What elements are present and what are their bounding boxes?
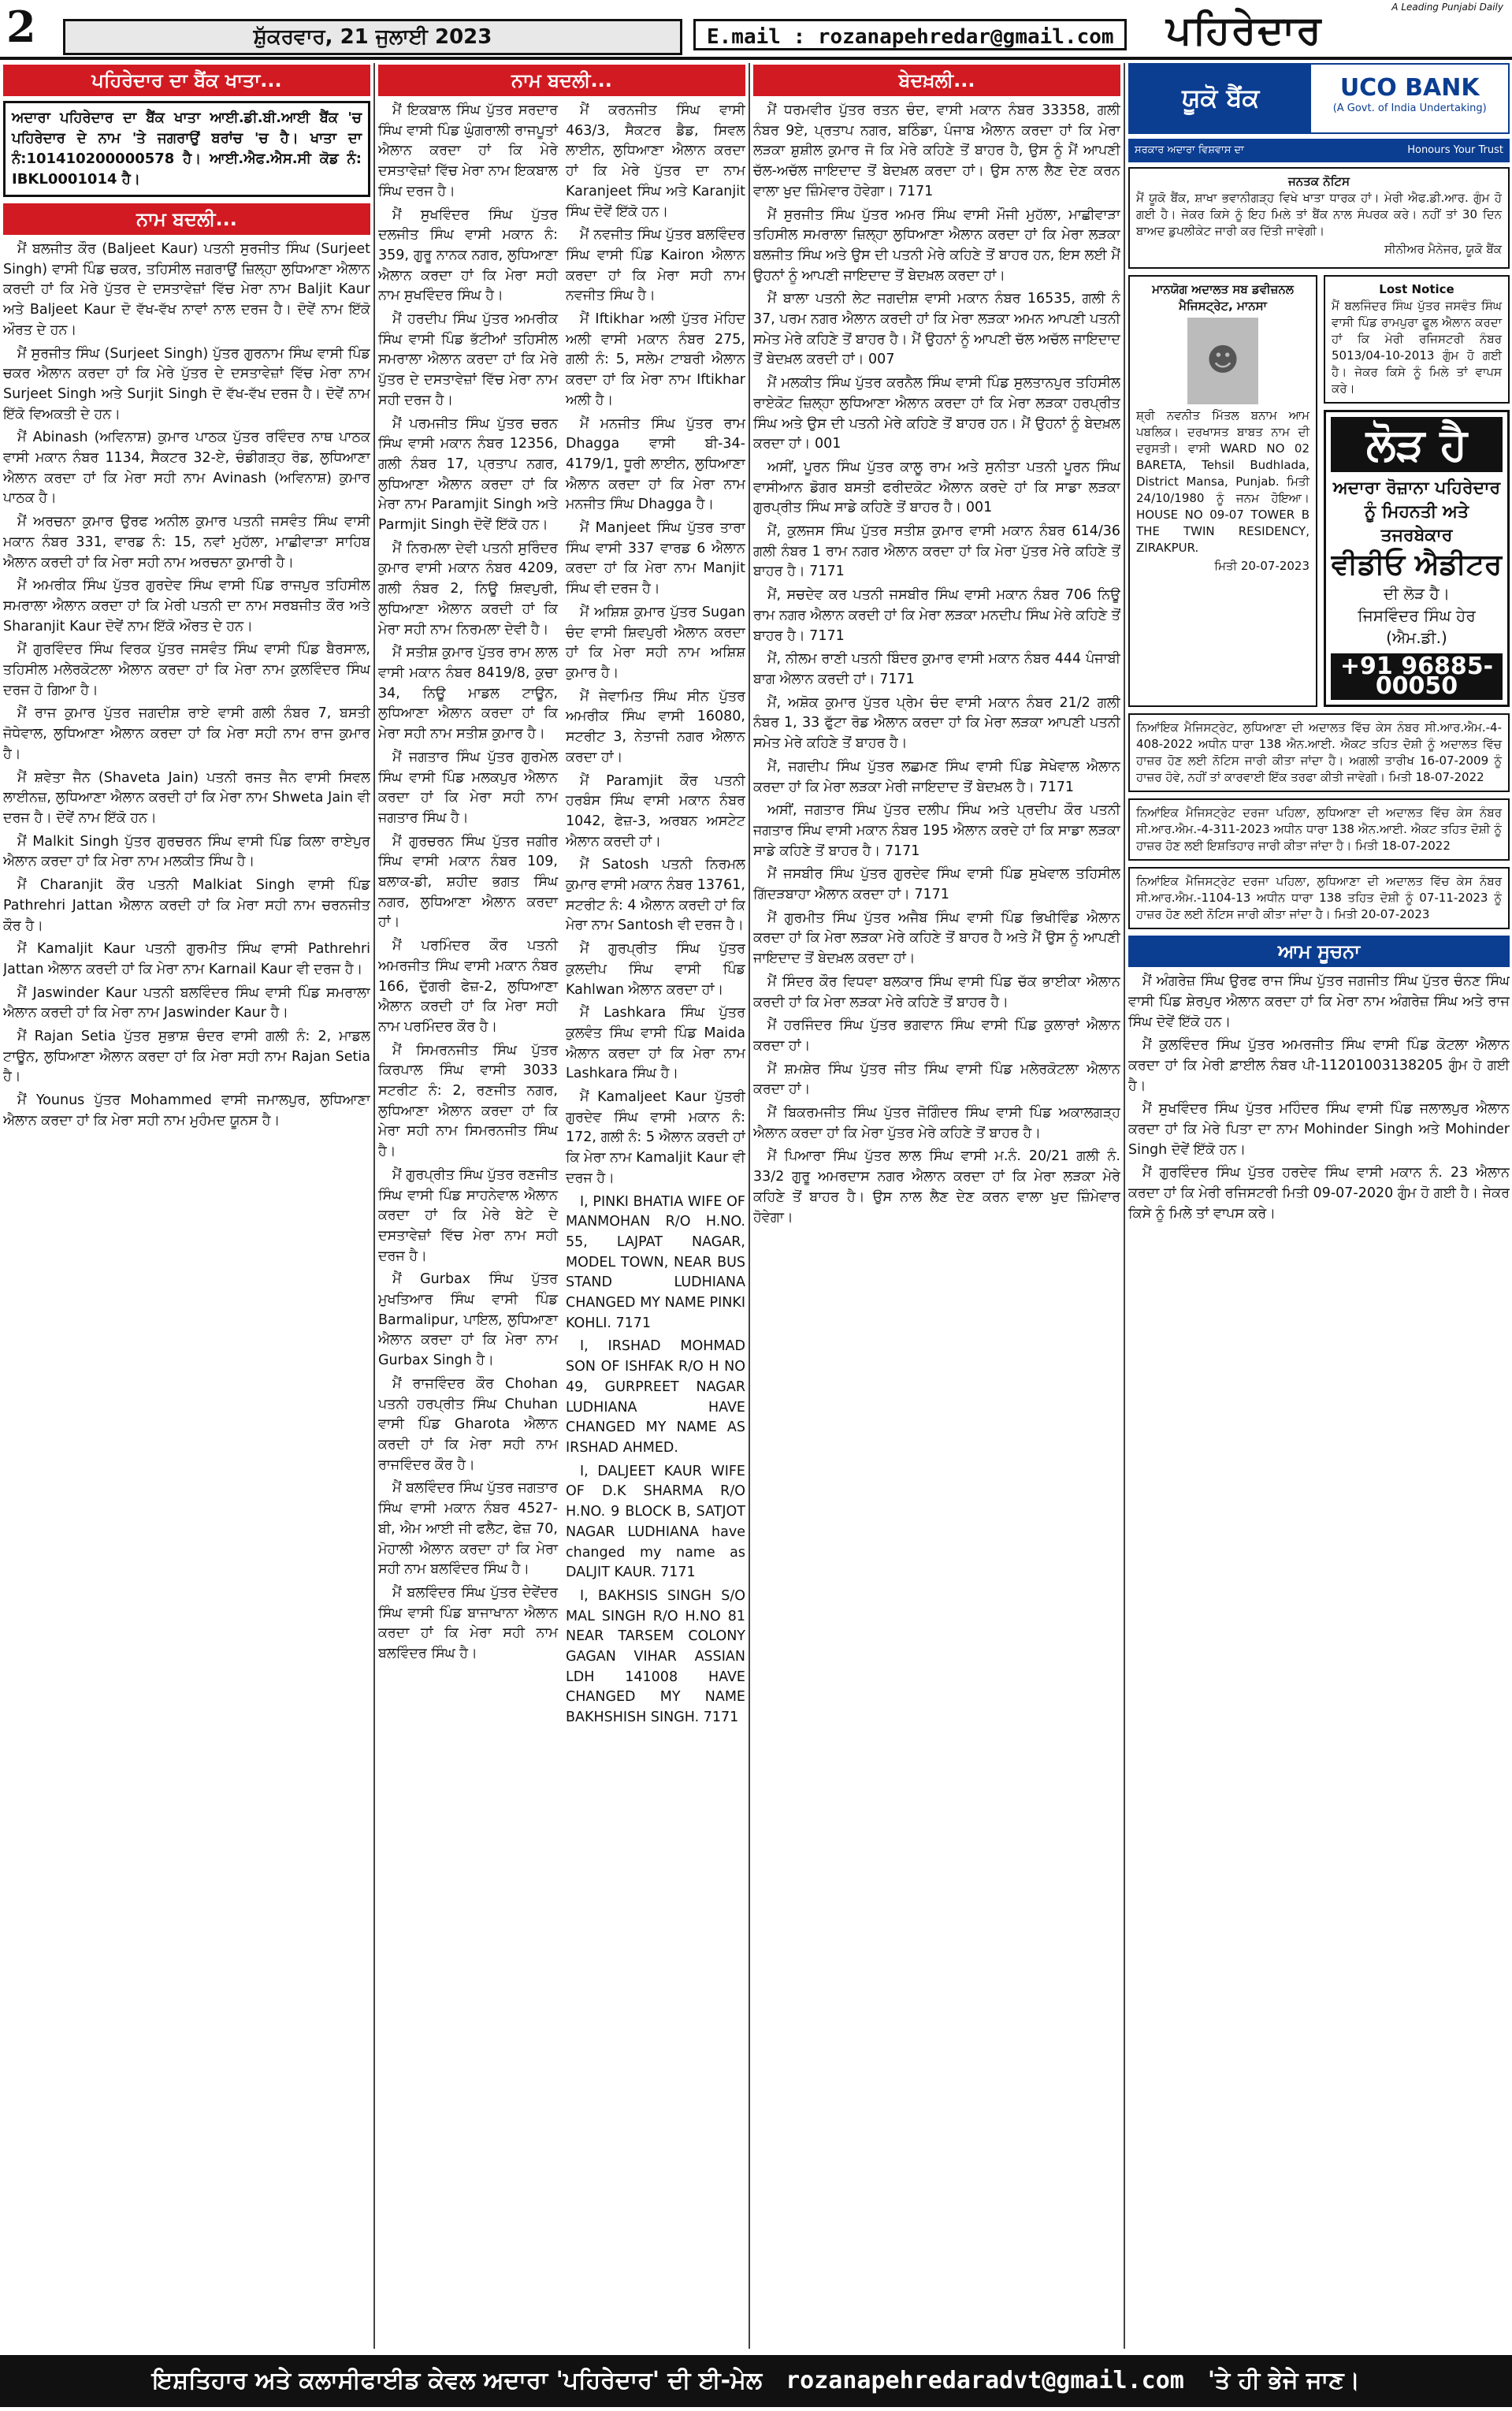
job-ad-title: ਲੋੜ ਹੈ	[1331, 417, 1503, 472]
public-notice: ਮੈਂ ਗੁਰਵਿੰਦਰ ਸਿੰਘ ਪੁੱਤਰ ਹਰਦੇਵ ਸਿੰਘ ਵਾਸੀ ਮਕਾਨ ਨੰ. 23 ਐਲਾਨ ਕਰਦਾ ਹਾਂ ਕਿ ਮੇਰੀ ਰਜਿਸਟਰੀ ਮਿਤੀ 09-07-2020 ਗੁੰਮ ਹੋ ਗਈ ਹੈ। ਜੇਕਰ ਕਿਸੇ ਨੂੰ ਮਿਲੇ ਤਾਂ ਵਾਪਸ ਕਰੇ।	[1128, 1165, 1510, 1222]
name-change-notice: ਮੈਂ Abinash (ਅਵਿਨਾਸ਼) ਕੁਮਾਰ ਪਾਠਕ ਪੁੱਤਰ ਰਵਿੰਦਰ ਨਾਥ ਪਾਠਕ ਵਾਸੀ ਮਕਾਨ ਨੰਬਰ 1134, ਸੈਕਟਰ 32-ਏ, ਚੰਡੀਗੜ੍ਹ ਰੋਡ, ਲੁਧਿਆਣਾ ਐਲਾਨ ਕਰਦਾ ਹਾਂ ਕਿ ਮੇਰਾ ਸਹੀ ਨਾਮ Avinash (ਅਵਿਨਾਸ਼) ਕੁਮਾਰ ਪਾਠਕ ਹੈ।	[3, 430, 370, 507]
footer-suffix: 'ਤੇ ਹੀ ਭੇਜੇ ਜਾਣ।	[1207, 2367, 1360, 2394]
name-change-notice: ਮੈਂ ਗੁਰਚਰਨ ਸਿੰਘ ਪੁੱਤਰ ਜਗੀਰ ਸਿੰਘ ਵਾਸੀ ਮਕਾਨ ਨੰਬਰ 109, ਬਲਾਕ-ਡੀ, ਸ਼ਹੀਦ ਭਗਤ ਸਿੰਘ ਨਗਰ, ਲੁਧਿਆਣਾ ਐਲਾਨ ਕਰਦਾ ਹਾਂ।	[378, 833, 558, 931]
name-change-notice: ਮੈਂ Iftikhar ਅਲੀ ਪੁੱਤਰ ਮੋਹਿਦ ਅਲੀ ਵਾਸੀ ਮਕਾਨ ਨੰਬਰ 275, ਗਲੀ ਨੰ: 5, ਸਲੇਮ ਟਾਬਰੀ ਐਲਾਨ ਕਰਦਾ ਹਾਂ ਕਿ ਮੇਰਾ ਨਾਮ Iftikhar ਅਲੀ ਹੈ।	[566, 311, 745, 408]
disinheritance-notice: ਮੈਂ ਪਿਆਰਾ ਸਿੰਘ ਪੁੱਤਰ ਲਾਲ ਸਿੰਘ ਵਾਸੀ ਮ.ਨੰ. 20/21 ਗਲੀ ਨੰ. 33/2 ਗੁਰੂ ਅਮਰਦਾਸ ਨਗਰ ਐਲਾਨ ਕਰਦਾ ਹਾਂ ਕਿ ਮੇਰਾ ਲੜਕਾ ਮੇਰੇ ਕਹਿਣੇ ਤੋਂ ਬਾਹਰ ਹੈ। ਉਸ ਨਾਲ ਲੈਣ ਦੇਣ ਕਰਨ ਵਾਲਾ ਖੁਦ ਜ਼ਿੰਮੇਵਾਰ ਹੋਵੇਗਾ।	[753, 1148, 1120, 1226]
english-name-change-notice: I, IRSHAD MOHMAD SON OF ISHFAK R/O H NO 49, GURPREET NAGAR LUDHIANA HAVE CHANGED MY NAME AS IRSHAD AHMED.	[566, 1338, 745, 1456]
name-change-notice: ਮੈਂ ਬਲਵਿੰਦਰ ਸਿੰਘ ਪੁੱਤਰ ਦੇਵੇਂਦਰ ਸਿੰਘ ਵਾਸੀ ਪਿੰਡ ਬਾਜਾਖਾਨਾ ਐਲਾਨ ਕਰਦਾ ਹਾਂ ਕਿ ਮੇਰਾ ਸਹੀ ਨਾਮ ਬਲਵਿੰਦਰ ਸਿੰਘ ਹੈ।	[378, 1584, 558, 1662]
column-1	[3, 63, 370, 2349]
uco-notice-sign: ਸੀਨੀਅਰ ਮੈਨੇਜਰ, ਯੂਕੋ ਬੈਂਕ	[1384, 241, 1502, 256]
name-change-notice: ਮੈਂ ਬਲਵਿੰਦਰ ਸਿੰਘ ਪੁੱਤਰ ਜਗਤਾਰ ਸਿੰਘ ਵਾਸੀ ਮਕਾਨ ਨੰਬਰ 4527-ਬੀ, ਐਮ ਆਈ ਜੀ ਫਲੈਟ, ਫੇਜ਼ 70, ਮੋਹਾਲੀ ਐਲਾਨ ਕਰਦਾ ਹਾਂ ਕਿ ਮੇਰਾ ਸਹੀ ਨਾਮ ਬਲਵਿੰਦਰ ਸਿੰਘ ਹੈ।	[378, 1480, 558, 1578]
column-divider	[1124, 63, 1125, 2349]
public-notice: ਮੈਂ ਕੁਲਵਿੰਦਰ ਸਿੰਘ ਪੁੱਤਰ ਅਮਰਜੀਤ ਸਿੰਘ ਵਾਸੀ ਪਿੰਡ ਕੋਟਲਾ ਐਲਾਨ ਕਰਦਾ ਹਾਂ ਕਿ ਮੇਰੀ ਫ਼ਾਈਲ ਨੰਬਰ ਪੀ-11201003138205 ਗੁੰਮ ਹੋ ਗਈ ਹੈ।	[1128, 1037, 1510, 1094]
disinheritance-notice: ਮੈਂ ਮਲਕੀਤ ਸਿੰਘ ਪੁੱਤਰ ਕਰਨੈਲ ਸਿੰਘ ਵਾਸੀ ਪਿੰਡ ਸੁਲਤਾਨਪੁਰ ਤਹਿਸੀਲ ਰਾਏਕੋਟ ਜ਼ਿਲ੍ਹਾ ਲੁਧਿਆਣਾ ਐਲਾਨ ਕਰਦਾ ਹਾਂ ਕਿ ਮੇਰਾ ਲੜਕਾ ਹਰਪ੍ਰੀਤ ਸਿੰਘ ਅਤੇ ਉਸ ਦੀ ਪਤਨੀ ਮੇਰੇ ਕਹਿਣੇ ਤੋਂ ਬਾਹਰ ਹਨ। ਮੈਂ ਉਹਨਾਂ ਨੂੰ ਬੇਦਖ਼ਲ ਕਰਦਾ ਹਾਂ। 001	[753, 375, 1120, 452]
name-change-notice: ਮੈਂ Kamaljit Kaur ਪਤਨੀ ਗੁਰਮੀਤ ਸਿੰਘ ਵਾਸੀ Pathrehri Jattan ਐਲਾਨ ਕਰਦੀ ਹਾਂ ਕਿ ਮੇਰਾ ਨਾਮ Karnail Kaur ਵੀ ਦਰਜ ਹੈ।	[3, 941, 370, 977]
footer-email[interactable]: rozanapehredaradvt@gmail.com	[786, 2367, 1184, 2394]
disinheritance-notice: ਮੈਂ, ਕੁਲਜਸ ਸਿੰਘ ਪੁੱਤਰ ਸਤੀਸ਼ ਕੁਮਾਰ ਵਾਸੀ ਮਕਾਨ ਨੰਬਰ 614/36 ਗਲੀ ਨੰਬਰ 1 ਰਾਮ ਨਗਰ ਐਲਾਨ ਕਰਦਾ ਹਾਂ ਕਿ ਮੇਰਾ ਪੁੱਤਰ ਮੇਰੇ ਕਹਿਣੇ ਤੋਂ ਬਾਹਰ ਹੈ। 7171	[753, 523, 1120, 580]
court-notice	[1128, 275, 1317, 707]
disinheritance-notice: ਮੈਂ ਜਸਬੀਰ ਸਿੰਘ ਪੁੱਤਰ ਗੁਰਦੇਵ ਸਿੰਘ ਵਾਸੀ ਪਿੰਡ ਸੁਖੇਵਾਲ ਤਹਿਸੀਲ ਗਿੱਦੜਬਾਹਾ ਐਲਾਨ ਕਰਦਾ ਹਾਂ। 7171	[753, 866, 1120, 903]
name-change-notice: ਮੈਂ ਮਨਜੀਤ ਸਿੰਘ ਪੁੱਤਰ ਰਾਮ Dhagga ਵਾਸੀ ਬੀ-34-4179/1, ਧੂਰੀ ਲਾਈਨ, ਲੁਧਿਆਣਾ ਐਲਾਨ ਕਰਦਾ ਹਾਂ ਕਿ ਮੇਰਾ ਨਾਮ ਮਨਜੀਤ ਸਿੰਘ Dhagga ਹੈ।	[566, 415, 745, 513]
court-proclamation: ਨਿਆਂਇਕ ਮੈਜਿਸਟ੍ਰੇਟ ਦਰਜਾ ਪਹਿਲਾ, ਲੁਧਿਆਣਾ ਦੀ ਅਦਾਲਤ ਵਿੱਚ ਕੇਸ ਨੰਬਰ ਸੀ.ਆਰ.ਐਮ.-4-311-2023 ਅਧੀਨ ਧਾਰਾ 138 ਐਨ.ਆਈ. ਐਕਟ ਤਹਿਤ ਦੋਸ਼ੀ ਨੂੰ ਹਾਜ਼ਰ ਹੋਣ ਲਈ ਇਸ਼ਤਿਹਾਰ ਜਾਰੀ ਕੀਤਾ ਜਾਂਦਾ ਹੈ। ਮਿਤੀ 18-07-2022	[1128, 798, 1510, 861]
court-notice-text: ਸ਼੍ਰੀ ਨਵਨੀਤ ਮਿੱਤਲ ਬਨਾਮ ਆਮ ਪਬਲਿਕ। ਦਰਖਾਸਤ ਬਾਬਤ ਨਾਮ ਦੀ ਦਰੁਸਤੀ। ਵਾਸੀ WARD NO 02 BARETA, Tehsil Budhlada, District Mansa, Punjab. ਮਿਤੀ 24/10/1980 ਨੂੰ ਜਨਮ ਹੋਇਆ। HOUSE NO 09-07 TOWER B THE TWIN RESIDENCY, ZIRAKPUR.	[1136, 407, 1310, 555]
bank-account-text: ਅਦਾਰਾ ਪਹਿਰੇਦਾਰ ਦਾ ਬੈਂਕ ਖਾਤਾ ਆਈ.ਡੀ.ਬੀ.ਆਈ ਬੈਂਕ 'ਚ ਪਹਿਰੇਦਾਰ ਦੇ ਨਾਮ 'ਤੇ ਜਗਰਾਉਂ ਬਰਾਂਚ 'ਚ ਹੈ। ਖਾਤਾ ਦਾ ਨੰ:101410200000578 ਹੈ। ਆਈ.ਐਫ.ਐਸ.ਸੀ ਕੋਡ ਨੰ: IBKL0001014 ਹੈ।	[3, 101, 370, 197]
job-ad-contact: ਜਿਸਵਿੰਦਰ ਸਿੰਘ ਹੇਰ (ਐਮ.ਡੀ.)	[1358, 605, 1476, 647]
uco-bank-name: UCO BANK	[1339, 74, 1480, 102]
public-notice-list	[1128, 972, 1510, 1224]
name-change-heading: ਨਾਮ ਬਦਲੀ...	[3, 203, 370, 235]
person-photo: ☻	[1187, 318, 1258, 404]
job-ad-line1: ਅਦਾਰਾ ਰੋਜ਼ਾਨਾ ਪਹਿਰੇਦਾਰ ਨੂੰ ਮਿਹਨਤੀ ਅਤੇ ਤਜਰਬੇਕਾਰ	[1332, 478, 1501, 545]
name-change-notice: ਮੈਂ Lashkara ਸਿੰਘ ਪੁੱਤਰ ਕੁਲਵੰਤ ਸਿੰਘ ਵਾਸੀ ਪਿੰਡ Maida ਐਲਾਨ ਕਰਦਾ ਹਾਂ ਕਿ ਮੇਰਾ ਨਾਮ Lashkara ਸਿੰਘ ਹੈ।	[566, 1005, 745, 1082]
disinheritance-notice: ਮੈਂ, ਸਚਦੇਵ ਕਰ ਪਤਨੀ ਜਸਬੀਰ ਸਿੰਘ ਵਾਸੀ ਮਕਾਨ ਨੰਬਰ 706 ਨਿਊ ਰਾਮ ਨਗਰ ਐਲਾਨ ਕਰਦੀ ਹਾਂ ਕਿ ਮੇਰਾ ਲੜਕਾ ਮਨਦੀਪ ਸਿੰਘ ਮੇਰੇ ਕਹਿਣੇ ਤੋਂ ਬਾਹਰ ਹੈ। 7171	[753, 587, 1120, 644]
bank-account-heading: ਪਹਿਰੇਦਾਰ ਦਾ ਬੈਂਕ ਖਾਤਾ...	[3, 65, 370, 96]
name-change-notice: ਮੈਂ ਸੁਖਵਿੰਦਰ ਸਿੰਘ ਪੁੱਤਰ ਦਲਜੀਤ ਸਿੰਘ ਵਾਸੀ ਮਕਾਨ ਨੰ: 359, ਗੁਰੂ ਨਾਨਕ ਨਗਰ, ਲੁਧਿਆਣਾ ਐਲਾਨ ਕਰਦਾ ਹਾਂ ਕਿ ਮੇਰਾ ਸਹੀ ਨਾਮ ਸੁਖਵਿੰਦਰ ਸਿੰਘ ਹੈ।	[378, 206, 558, 304]
name-change-notice: ਮੈਂ Paramjit ਕੌਰ ਪਤਨੀ ਹਰਬੰਸ ਸਿੰਘ ਵਾਸੀ ਮਕਾਨ ਨੰਬਰ 1042, ਫੇਜ਼-3, ਅਰਬਨ ਅਸਟੇਟ ਐਲਾਨ ਕਰਦੀ ਹਾਂ।	[566, 772, 745, 850]
disinheritance-notice: ਮੈਂ ਸ਼ਮਸ਼ੇਰ ਸਿੰਘ ਪੁੱਤਰ ਜੀਤ ਸਿੰਘ ਵਾਸੀ ਪਿੰਡ ਮਲੇਰਕੋਟਲਾ ਐਲਾਨ ਕਰਦਾ ਹਾਂ।	[753, 1061, 1120, 1098]
job-ad-line3: ਦੀ ਲੋੜ ਹੈ।	[1383, 583, 1451, 603]
name-change-list-left	[378, 101, 558, 1732]
column-4	[1128, 63, 1510, 2349]
english-name-change-notice: I, PINKI BHATIA WIFE OF MANMOHAN R/O H.NO. 55, LAJPAT NAGAR, MODEL TOWN, NEAR BUS STAND LUDHIANA CHANGED MY NAME PINKI KOHLI. 7171	[566, 1193, 745, 1331]
court-proclamation: ਨਿਆਂਇਕ ਮੈਜਿਸਟ੍ਰੇਟ ਦਰਜਾ ਪਹਿਲਾ, ਲੁਧਿਆਣਾ ਦੀ ਅਦਾਲਤ ਵਿੱਚ ਕੇਸ ਨੰਬਰ ਸੀ.ਆਰ.ਐਮ.-1104-13 ਅਧੀਨ ਧਾਰਾ 138 ਤਹਿਤ ਦੋਸ਼ੀ ਨੂੰ 07-11-2023 ਨੂੰ ਹਾਜ਼ਰ ਹੋਣ ਲਈ ਨੋਟਿਸ ਜਾਰੀ ਕੀਤਾ ਜਾਂਦਾ ਹੈ। ਮਿਤੀ 20-07-2023	[1128, 867, 1510, 929]
disinheritance-notice: ਮੈਂ ਗੁਰਮੀਤ ਸਿੰਘ ਪੁੱਤਰ ਅਜੈਬ ਸਿੰਘ ਵਾਸੀ ਪਿੰਡ ਭਿਖੀਵਿੰਡ ਐਲਾਨ ਕਰਦਾ ਹਾਂ ਕਿ ਮੇਰਾ ਲੜਕਾ ਮੇਰੇ ਕਹਿਣੇ ਤੋਂ ਬਾਹਰ ਹੈ ਅਤੇ ਮੈਂ ਉਸ ਨੂੰ ਆਪਣੀ ਜਾਇਦਾਦ ਤੋਂ ਬੇਦਖ਼ਲ ਕਰਦਾ ਹਾਂ।	[753, 910, 1120, 967]
column-divider	[373, 63, 375, 2349]
disinheritance-notice: ਮੈਂ ਬਿਕਰਮਜੀਤ ਸਿੰਘ ਪੁੱਤਰ ਜੋਗਿੰਦਰ ਸਿੰਘ ਵਾਸੀ ਪਿੰਡ ਅਕਾਲਗੜ੍ਹ ਐਲਾਨ ਕਰਦਾ ਹਾਂ ਕਿ ਮੇਰਾ ਪੁੱਤਰ ਮੇਰੇ ਕਹਿਣੇ ਤੋਂ ਬਾਹਰ ਹੈ।	[753, 1105, 1120, 1141]
name-change-notice: ਮੈਂ Younus ਪੁੱਤਰ Mohammed ਵਾਸੀ ਜਮਾਲਪੁਰ, ਲੁਧਿਆਣਾ ਐਲਾਨ ਕਰਦਾ ਹਾਂ ਕਿ ਮੇਰਾ ਸਹੀ ਨਾਮ ਮੁਹੰਮਦ ਯੂਨਸ ਹੈ।	[3, 1092, 370, 1129]
uco-bank-tagline	[1128, 139, 1510, 162]
name-change-notice: ਮੈਂ ਅਸ਼ਿਸ਼ ਕੁਮਾਰ ਪੁੱਤਰ Sugan ਚੰਦ ਵਾਸੀ ਸ਼ਿਵਪੁਰੀ ਐਲਾਨ ਕਰਦਾ ਹਾਂ ਕਿ ਮੇਰਾ ਸਹੀ ਨਾਮ ਅਸ਼ਿਸ਼ ਕੁਮਾਰ ਹੈ।	[566, 604, 745, 681]
name-change-notice: ਮੈਂ ਅਮਰੀਕ ਸਿੰਘ ਪੁੱਤਰ ਗੁਰਦੇਵ ਸਿੰਘ ਵਾਸੀ ਪਿੰਡ ਰਾਜਪੁਰ ਤਹਿਸੀਲ ਸਮਰਾਲਾ ਐਲਾਨ ਕਰਦਾ ਹਾਂ ਕਿ ਮੇਰੀ ਪਤਨੀ ਦਾ ਨਾਮ ਸਰਬਜੀਤ ਕੌਰ ਅਤੇ Sharanjit Kaur ਦੋਵੇਂ ਨਾਮ ਇੱਕੋ ਔਰਤ ਦੇ ਹਨ।	[3, 578, 370, 634]
name-change-notice: ਮੈਂ ਹਰਦੀਪ ਸਿੰਘ ਪੁੱਤਰ ਅਮਰੀਕ ਸਿੰਘ ਵਾਸੀ ਪਿੰਡ ਭੱਟੀਆਂ ਤਹਿਸੀਲ ਸਮਰਾਲਾ ਐਲਾਨ ਕਰਦਾ ਹਾਂ ਕਿ ਮੇਰੇ ਪੁੱਤਰ ਦੇ ਦਸਤਾਵੇਜ਼ਾਂ ਵਿੱਚ ਮੇਰਾ ਨਾਮ ਸਹੀ ਦਰਜ ਹੈ।	[378, 311, 558, 408]
name-change-notice: ਮੈਂ ਗੁਰਵਿੰਦਰ ਸਿੰਘ ਵਿਰਕ ਪੁੱਤਰ ਜਸਵੰਤ ਸਿੰਘ ਵਾਸੀ ਪਿੰਡ ਬੈਰਸਾਲ, ਤਹਿਸੀਲ ਮਲੇਰਕੋਟਲਾ ਐਲਾਨ ਕਰਦਾ ਹਾਂ ਕਿ ਮੇਰਾ ਨਾਮ ਕੁਲਵਿੰਦਰ ਸਿੰਘ ਦਰਜ ਹੋ ਗਿਆ ਹੈ।	[3, 642, 370, 698]
lost-notice-text: ਮੈਂ ਬਲਜਿੰਦਰ ਸਿੰਘ ਪੁੱਤਰ ਜਸਵੰਤ ਸਿੰਘ ਵਾਸੀ ਪਿੰਡ ਰਾਮਪੁਰਾ ਫੂਲ ਐਲਾਨ ਕਰਦਾ ਹਾਂ ਕਿ ਮੇਰੀ ਰਜਿਸਟਰੀ ਨੰਬਰ 5013/04-10-2013 ਗੁੰਮ ਹੋ ਗਈ ਹੈ। ਜੇਕਰ ਕਿਸੇ ਨੂੰ ਮਿਲੇ ਤਾਂ ਵਾਪਸ ਕਰੇ।	[1332, 298, 1502, 396]
date-bar: ਸ਼ੁੱਕਰਵਾਰ, 21 ਜੁਲਾਈ 2023	[63, 19, 682, 55]
uco-tagline-punjabi: ਸਰਕਾਰ ਅਦਾਰਾ ਵਿਸ਼ਵਾਸ ਦਾ	[1135, 144, 1244, 156]
name-change-notice: ਮੈਂ ਰਾਜਵਿੰਦਰ ਕੌਰ Chohan ਪਤਨੀ ਹਰਪ੍ਰੀਤ ਸਿੰਘ Chuhan ਵਾਸੀ ਪਿੰਡ Gharota ਐਲਾਨ ਕਰਦੀ ਹਾਂ ਕਿ ਮੇਰਾ ਸਹੀ ਨਾਮ ਰਾਜਵਿੰਦਰ ਕੌਰ ਹੈ।	[378, 1375, 558, 1473]
disinheritance-list	[753, 101, 1120, 1228]
name-change-notice: ਮੈਂ Rajan Setia ਪੁੱਤਰ ਸੁਭਾਸ਼ ਚੰਦਰ ਵਾਸੀ ਗਲੀ ਨੰ: 2, ਮਾਡਲ ਟਾਊਨ, ਲੁਧਿਆਣਾ ਐਲਾਨ ਕਰਦਾ ਹਾਂ ਕਿ ਮੇਰਾ ਸਹੀ ਨਾਮ Rajan Setia ਹੈ।	[3, 1029, 370, 1085]
name-change-notice: ਮੈਂ ਨਵਜੀਤ ਸਿੰਘ ਪੁੱਤਰ ਬਲਵਿੰਦਰ ਸਿੰਘ ਵਾਸੀ ਪਿੰਡ Kairon ਐਲਾਨ ਕਰਦਾ ਹਾਂ ਕਿ ਮੇਰਾ ਸਹੀ ਨਾਮ ਨਵਜੀਤ ਸਿੰਘ ਹੈ।	[566, 227, 745, 304]
lost-notice-title: Lost Notice	[1379, 281, 1454, 296]
disinheritance-notice: ਅਸੀਂ, ਜਗਤਾਰ ਸਿੰਘ ਪੁੱਤਰ ਦਲੀਪ ਸਿੰਘ ਅਤੇ ਪ੍ਰਦੀਪ ਕੌਰ ਪਤਨੀ ਜਗਤਾਰ ਸਿੰਘ ਵਾਸੀ ਮਕਾਨ ਨੰਬਰ 195 ਐਲਾਨ ਕਰਦੇ ਹਾਂ ਕਿ ਸਾਡਾ ਲੜਕਾ ਸਾਡੇ ਕਹਿਣੇ ਤੋਂ ਬਾਹਰ ਹੈ। 7171	[753, 802, 1120, 859]
job-ad	[1324, 410, 1510, 707]
name-change-notice: ਮੈਂ ਕਰਨਜੀਤ ਸਿੰਘ ਵਾਸੀ 463/3, ਸੈਕਟਰ ਡੈਡ, ਸਿਵਲ ਲਾਈਨ, ਲੁਧਿਆਣਾ ਐਲਾਨ ਕਰਦਾ ਹਾਂ ਕਿ ਮੇਰੇ ਪੁੱਤਰ ਦਾ ਨਾਮ Karanjeet ਸਿੰਘ ਅਤੇ Karanjit ਸਿੰਘ ਦੋਵੇਂ ਇੱਕੋ ਹਨ।	[566, 102, 745, 220]
name-change-notice: ਮੈਂ ਬਲਜੀਤ ਕੌਰ (Baljeet Kaur) ਪਤਨੀ ਸੁਰਜੀਤ ਸਿੰਘ (Surjeet Singh) ਵਾਸੀ ਪਿੰਡ ਚਕਰ, ਤਹਿਸੀਲ ਜਗਰਾਉਂ ਜ਼ਿਲ੍ਹਾ ਲੁਧਿਆਣਾ ਐਲਾਨ ਕਰਦੀ ਹਾਂ ਕਿ ਮੇਰੇ ਪੁੱਤਰ ਦੇ ਦਸਤਾਵੇਜ਼ਾਂ ਵਿੱਚ ਮੇਰਾ ਨਾਮ Baljit Kaur ਅਤੇ Baljeet Kaur ਦੋ ਵੱਖ-ਵੱਖ ਨਾਵਾਂ ਨਾਲ ਦਰਜ ਹੈ। ਦੋਵੇਂ ਨਾਮ ਇੱਕੋ ਔਰਤ ਦੇ ਹਨ।	[3, 241, 370, 338]
name-change-heading-2: ਨਾਮ ਬਦਲੀ...	[378, 65, 745, 96]
court-notice-date: ਮਿਤੀ 20-07-2023	[1214, 558, 1310, 573]
disinheritance-heading: ਬੇਦਖ਼ਲੀ...	[753, 65, 1120, 96]
name-change-notice: ਮੈਂ Malkit Singh ਪੁੱਤਰ ਗੁਰਚਰਨ ਸਿੰਘ ਵਾਸੀ ਪਿੰਡ ਕਿਲਾ ਰਾਏਪੁਰ ਐਲਾਨ ਕਰਦਾ ਹਾਂ ਕਿ ਮੇਰਾ ਨਾਮ ਮਲਕੀਤ ਸਿੰਘ ਹੈ।	[3, 833, 370, 870]
disinheritance-notice: ਮੈਂ ਸੁਰਜੀਤ ਸਿੰਘ ਪੁੱਤਰ ਅਮਰ ਸਿੰਘ ਵਾਸੀ ਮੌਜੀ ਮੁਹੱਲਾ, ਮਾਛੀਵਾੜਾ ਤਹਿਸੀਲ ਸਮਰਾਲਾ ਜ਼ਿਲ੍ਹਾ ਲੁਧਿਆਣਾ ਐਲਾਨ ਕਰਦਾ ਹਾਂ ਕਿ ਮੇਰਾ ਲੜਕਾ ਬਲਜੀਤ ਸਿੰਘ ਅਤੇ ਉਸ ਦੀ ਪਤਨੀ ਮੇਰੇ ਕਹਿਣੇ ਤੋਂ ਬਾਹਰ ਹਨ, ਇਸ ਲਈ ਮੈਂ ਉਹਨਾਂ ਨੂੰ ਆਪਣੀ ਜਾਇਦਾਦ ਤੋਂ ਬੇਦਖ਼ਲ ਕਰਦਾ ਹਾਂ।	[753, 206, 1120, 284]
page-header	[0, 0, 1512, 55]
disinheritance-notice: ਮੈਂ ਬਾਲਾ ਪਤਨੀ ਲੇਟ ਜਗਦੀਸ਼ ਵਾਸੀ ਮਕਾਨ ਨੰਬਰ 16535, ਗਲੀ ਨੰ 37, ਪਰਮ ਨਗਰ ਐਲਾਨ ਕਰਦੀ ਹਾਂ ਕਿ ਮੇਰਾ ਲੜਕਾ ਅਮਨ ਆਪਣੀ ਪਤਨੀ ਸਮੇਤ ਮੇਰੇ ਕਹਿਣੇ ਤੋਂ ਬਾਹਰ ਹੈ। ਮੈਂ ਉਹਨਾਂ ਨੂੰ ਆਪਣੀ ਚੱਲ ਅਚੱਲ ਜਾਇਦਾਦ ਤੋਂ ਬੇਦਖ਼ਲ ਕਰਦੀ ਹਾਂ। 007	[753, 291, 1120, 368]
job-ad-phone[interactable]: +91 96885-00050	[1331, 653, 1503, 700]
name-change-notice: ਮੈਂ ਸਿਮਰਨਜੀਤ ਸਿੰਘ ਪੁੱਤਰ ਕਿਰਪਾਲ ਸਿੰਘ ਵਾਸੀ 3033 ਸਟਰੀਟ ਨੰ: 2, ਰਣਜੀਤ ਨਗਰ, ਲੁਧਿਆਣਾ ਐਲਾਨ ਕਰਦਾ ਹਾਂ ਕਿ ਮੇਰਾ ਸਹੀ ਨਾਮ ਸਿਮਰਨਜੀਤ ਸਿੰਘ ਹੈ।	[378, 1042, 558, 1160]
page-number: 2	[6, 2, 36, 52]
public-notice-heading: ਆਮ ਸੂਚਨਾ	[1128, 936, 1510, 967]
name-change-notice: ਮੈਂ ਜਗਤਾਰ ਸਿੰਘ ਪੁੱਤਰ ਗੁਰਮੇਲ ਸਿੰਘ ਵਾਸੀ ਪਿੰਡ ਮਲਕਪੁਰ ਐਲਾਨ ਕਰਦਾ ਹਾਂ ਕਿ ਮੇਰਾ ਸਹੀ ਨਾਮ ਜਗਤਾਰ ਸਿੰਘ ਹੈ।	[378, 749, 558, 826]
name-change-notice: ਮੈਂ ਸ਼ਵੇਤਾ ਜੈਨ (Shaveta Jain) ਪਤਨੀ ਰਜਤ ਜੈਨ ਵਾਸੀ ਸਿਵਲ ਲਾਈਨਜ਼, ਲੁਧਿਆਣਾ ਐਲਾਨ ਕਰਦੀ ਹਾਂ ਕਿ ਮੇਰਾ ਨਾਮ Shweta Jain ਵੀ ਦਰਜ ਹੈ। ਦੋਵੇਂ ਨਾਮ ਇੱਕੋ ਹਨ।	[3, 769, 370, 826]
name-change-notice: ਮੈਂ ਰਾਜ ਕੁਮਾਰ ਪੁੱਤਰ ਜਗਦੀਸ਼ ਰਾਏ ਵਾਸੀ ਗਲੀ ਨੰਬਰ 7, ਬਸਤੀ ਜੋਧੇਵਾਲ, ਲੁਧਿਆਣਾ ਐਲਾਨ ਕਰਦਾ ਹਾਂ ਕਿ ਮੇਰਾ ਸਹੀ ਨਾਮ ਰਾਜ ਕੁਮਾਰ ਹੈ।	[3, 705, 370, 762]
uco-public-notice	[1128, 167, 1510, 269]
disinheritance-notice: ਮੈਂ, ਨੀਲਮ ਰਾਣੀ ਪਤਨੀ ਬਿੰਦਰ ਕੁਮਾਰ ਵਾਸੀ ਮਕਾਨ ਨੰਬਰ 444 ਪੰਜਾਬੀ ਬਾਗ ਐਲਾਨ ਕਰਦੀ ਹਾਂ। 7171	[753, 651, 1120, 687]
disinheritance-notice: ਮੈਂ, ਜਗਦੀਪ ਸਿੰਘ ਪੁੱਤਰ ਲਛਮਣ ਸਿੰਘ ਵਾਸੀ ਪਿੰਡ ਸੇਖੇਵਾਲ ਐਲਾਨ ਕਰਦਾ ਹਾਂ ਕਿ ਮੇਰਾ ਲੜਕਾ ਮੇਰੀ ਜਾਇਦਾਦ ਤੋਂ ਬੇਦਖ਼ਲ ਹੈ। 7171	[753, 758, 1120, 795]
name-change-notice: ਮੈਂ ਇਕਬਾਲ ਸਿੰਘ ਪੁੱਤਰ ਸਰਦਾਰ ਸਿੰਘ ਵਾਸੀ ਪਿੰਡ ਘੁੰਗਰਾਲੀ ਰਾਜਪੂਤਾਂ ਐਲਾਨ ਕਰਦਾ ਹਾਂ ਕਿ ਮੇਰੇ ਦਸਤਾਵੇਜ਼ਾਂ ਵਿੱਚ ਮੇਰਾ ਨਾਮ ਇਕਬਾਲ ਸਿੰਘ ਦਰਜ ਹੈ।	[378, 102, 558, 199]
uco-bank-name-punjabi: ਯੂਕੋ ਬੈਂਕ	[1130, 65, 1311, 132]
name-change-notice: ਮੈਂ Gurbax ਸਿੰਘ ਪੁੱਤਰ ਮੁਖਤਿਆਰ ਸਿੰਘ ਵਾਸੀ ਪਿੰਡ Barmalipur, ਪਾਇਲ, ਲੁਧਿਆਣਾ ਐਲਾਨ ਕਰਦਾ ਹਾਂ ਕਿ ਮੇਰਾ ਨਾਮ Gurbax Singh ਹੈ।	[378, 1271, 558, 1369]
court-notice-list	[1128, 713, 1510, 929]
disinheritance-notice: ਮੈਂ, ਅਸ਼ੋਕ ਕੁਮਾਰ ਪੁੱਤਰ ਪ੍ਰੇਮ ਚੰਦ ਵਾਸੀ ਮਕਾਨ ਨੰਬਰ 21/2 ਗਲੀ ਨੰਬਰ 1, 33 ਫੁੱਟਾ ਰੋਡ ਐਲਾਨ ਕਰਦਾ ਹਾਂ ਕਿ ਮੇਰਾ ਲੜਕਾ ਆਪਣੀ ਪਤਨੀ ਸਮੇਤ ਮੇਰੇ ਕਹਿਣੇ ਤੋਂ ਬਾਹਰ ਹੈ।	[753, 694, 1120, 752]
uco-bank-sub: (A Govt. of India Undertaking)	[1332, 102, 1487, 114]
header-rule	[0, 57, 1512, 60]
name-change-notice: ਮੈਂ ਸੁਰਜੀਤ ਸਿੰਘ (Surjeet Singh) ਪੁੱਤਰ ਗੁਰਨਾਮ ਸਿੰਘ ਵਾਸੀ ਪਿੰਡ ਚਕਰ ਐਲਾਨ ਕਰਦਾ ਹਾਂ ਕਿ ਮੇਰੇ ਪੁੱਤਰ ਦੇ ਦਸਤਾਵੇਜ਼ਾਂ ਵਿੱਚ ਮੇਰਾ ਨਾਮ Surjeet Singh ਅਤੇ Surjit Singh ਦੋ ਵੱਖ-ਵੱਖ ਦਰਜ ਹੈ। ਦੋਵੇਂ ਨਾਮ ਇੱਕੋ ਵਿਅਕਤੀ ਦੇ ਹਨ।	[3, 345, 370, 422]
name-change-list-punjabi	[566, 101, 745, 1189]
footer-text: ਇਸ਼ਤਿਹਾਰ ਅਤੇ ਕਲਾਸੀਫਾਈਡ ਕੇਵਲ ਅਦਾਰਾ 'ਪਹਿਰੇਦਾਰ' ਦੀ ਈ-ਮੇਲ	[152, 2367, 763, 2394]
court-proclamation: ਨਿਆਂਇਕ ਮੈਜਿਸਟ੍ਰੇਟ, ਲੁਧਿਆਣਾ ਦੀ ਅਦਾਲਤ ਵਿੱਚ ਕੇਸ ਨੰਬਰ ਸੀ.ਆਰ.ਐਮ.-4-408-2022 ਅਧੀਨ ਧਾਰਾ 138 ਐਨ.ਆਈ. ਐਕਟ ਤਹਿਤ ਦੋਸ਼ੀ ਨੂੰ ਅਦਾਲਤ ਵਿੱਚ ਹਾਜ਼ਰ ਹੋਣ ਲਈ ਨੋਟਿਸ ਜਾਰੀ ਕੀਤਾ ਜਾਂਦਾ ਹੈ। ਅਗਲੀ ਤਾਰੀਖ 16-07-2009 ਨੂੰ ਹਾਜ਼ਰ ਹੋਵੇ, ਨਹੀਂ ਤਾਂ ਕਾਰਵਾਈ ਇੱਕ ਤਰਫਾ ਕੀਤੀ ਜਾਵੇਗੀ। ਮਿਤੀ 18-07-2022	[1128, 713, 1510, 792]
name-change-notice: ਮੈਂ ਪਰਮਜੀਤ ਸਿੰਘ ਪੁੱਤਰ ਚਰਨ ਸਿੰਘ ਵਾਸੀ ਮਕਾਨ ਨੰਬਰ 12356, ਗਲੀ ਨੰਬਰ 17, ਪ੍ਰਤਾਪ ਨਗਰ, ਲੁਧਿਆਣਾ ਐਲਾਨ ਕਰਦਾ ਹਾਂ ਕਿ ਮੇਰਾ ਨਾਮ Paramjit Singh ਅਤੇ Parmjit Singh ਦੋਵੇਂ ਇੱਕੋ ਹਨ।	[378, 415, 558, 534]
name-change-notice: ਮੈਂ ਅਰਚਨਾ ਕੁਮਾਰ ਉਰਫ ਅਨੀਲ ਕੁਮਾਰ ਪਤਨੀ ਜਸਵੰਤ ਸਿੰਘ ਵਾਸੀ ਮਕਾਨ ਨੰਬਰ 331, ਵਾਰਡ ਨੰ: 15, ਨਵਾਂ ਮੁਹੱਲਾ, ਮਾਛੀਵਾੜਾ ਸਾਹਿਬ ਐਲਾਨ ਕਰਦੀ ਹਾਂ ਕਿ ਮੇਰਾ ਸਹੀ ਨਾਮ ਅਰਚਨਾ ਕੁਮਾਰੀ ਹੈ।	[3, 514, 370, 571]
column-2	[378, 63, 745, 2349]
masthead-title: ਪਹਿਰੇਦਾਰ	[1166, 6, 1323, 53]
name-change-notice: ਮੈਂ ਸਤੀਸ਼ ਕੁਮਾਰ ਪੁੱਤਰ ਰਾਮ ਲਾਲ ਵਾਸੀ ਮਕਾਨ ਨੰਬਰ 8419/8, ਕੁਚਾ 34, ਨਿਊ ਮਾਡਲ ਟਾਊਨ, ਲੁਧਿਆਣਾ ਐਲਾਨ ਕਰਦਾ ਹਾਂ ਕਿ ਮੇਰਾ ਸਹੀ ਨਾਮ ਸਤੀਸ਼ ਕੁਮਾਰ ਹੈ।	[378, 645, 558, 742]
name-change-notice: ਮੈਂ Kamaljeet Kaur ਪੁੱਤਰੀ ਗੁਰਦੇਵ ਸਿੰਘ ਵਾਸੀ ਮਕਾਨ ਨੰ: 172, ਗਲੀ ਨੰ: 5 ਐਲਾਨ ਕਰਦੀ ਹਾਂ ਕਿ ਮੇਰਾ ਨਾਮ Kamaljit Kaur ਵੀ ਦਰਜ ਹੈ।	[566, 1089, 745, 1186]
column-divider	[749, 63, 750, 2349]
uco-tagline-english: Honours Your Trust	[1407, 144, 1503, 156]
name-change-list-right	[566, 101, 745, 1732]
disinheritance-notice: ਮੈਂ ਸਿੰਦਰ ਕੌਰ ਵਿਧਵਾ ਬਲਕਾਰ ਸਿੰਘ ਵਾਸੀ ਪਿੰਡ ਚੱਕ ਭਾਈਕਾ ਐਲਾਨ ਕਰਦੀ ਹਾਂ ਕਿ ਮੇਰਾ ਲੜਕਾ ਮੇਰੇ ਕਹਿਣੇ ਤੋਂ ਬਾਹਰ ਹੈ।	[753, 973, 1120, 1010]
name-change-notice: ਮੈਂ Satosh ਪਤਨੀ ਨਿਰਮਲ ਕੁਮਾਰ ਵਾਸੀ ਮਕਾਨ ਨੰਬਰ 13761, ਸਟਰੀਟ ਨੰ: 4 ਐਲਾਨ ਕਰਦੀ ਹਾਂ ਕਿ ਮੇਰਾ ਨਾਮ Santosh ਵੀ ਦਰਜ ਹੈ।	[566, 857, 745, 934]
name-change-notice: ਮੈਂ ਪਰਮਿੰਦਰ ਕੌਰ ਪਤਨੀ ਅਮਰਜੀਤ ਸਿੰਘ ਵਾਸੀ ਮਕਾਨ ਨੰਬਰ 166, ਦੁੱਗਰੀ ਫੇਜ਼-2, ਲੁਧਿਆਣਾ ਐਲਾਨ ਕਰਦੀ ਹਾਂ ਕਿ ਮੇਰਾ ਸਹੀ ਨਾਮ ਪਰਮਿੰਦਰ ਕੌਰ ਹੈ।	[378, 938, 558, 1035]
name-change-notice: ਮੈਂ ਨਿਰਮਲਾ ਦੇਵੀ ਪਤਨੀ ਸੁਰਿੰਦਰ ਕੁਮਾਰ ਵਾਸੀ ਮਕਾਨ ਨੰਬਰ 4209, ਗਲੀ ਨੰਬਰ 2, ਨਿਊ ਸ਼ਿਵਪੁਰੀ, ਲੁਧਿਆਣਾ ਐਲਾਨ ਕਰਦੀ ਹਾਂ ਕਿ ਮੇਰਾ ਸਹੀ ਨਾਮ ਨਿਰਮਲਾ ਦੇਵੀ ਹੈ।	[378, 540, 558, 638]
name-change-list	[3, 240, 370, 1132]
public-notice: ਮੈਂ ਅੰਗਰੇਜ਼ ਸਿੰਘ ਉਰਫ ਰਾਜ ਸਿੰਘ ਪੁੱਤਰ ਜਗਜੀਤ ਸਿੰਘ ਪੁੱਤਰ ਚੰਨਣ ਸਿੰਘ ਵਾਸੀ ਪਿੰਡ ਸ਼ੇਰਪੁਰ ਐਲਾਨ ਕਰਦਾ ਹਾਂ ਕਿ ਮੇਰਾ ਨਾਮ ਅੰਗਰੇਜ਼ ਸਿੰਘ ਅਤੇ ਰਾਜ ਸਿੰਘ ਦੋਵੇਂ ਇੱਕੋ ਹਨ।	[1128, 973, 1510, 1030]
name-change-notice: ਮੈਂ Jaswinder Kaur ਪਤਨੀ ਬਲਵਿੰਦਰ ਸਿੰਘ ਵਾਸੀ ਪਿੰਡ ਸਮਰਾਲਾ ਐਲਾਨ ਕਰਦੀ ਹਾਂ ਕਿ ਮੇਰਾ ਨਾਮ Jaswinder Kaur ਹੈ।	[3, 984, 370, 1021]
masthead	[1135, 0, 1511, 54]
name-change-notice: ਮੈਂ ਗੁਰਪ੍ਰੀਤ ਸਿੰਘ ਪੁੱਤਰ ਕੁਲਦੀਪ ਸਿੰਘ ਵਾਸੀ ਪਿੰਡ Kahlwan ਐਲਾਨ ਕਰਦਾ ਹਾਂ।	[566, 941, 745, 998]
disinheritance-notice: ਮੈਂ ਧਰਮਵੀਰ ਪੁੱਤਰ ਰਤਨ ਚੰਦ, ਵਾਸੀ ਮਕਾਨ ਨੰਬਰ 33358, ਗਲੀ ਨੰਬਰ 9ਏ, ਪ੍ਰਤਾਪ ਨਗਰ, ਬਠਿੰਡਾ, ਪੰਜਾਬ ਐਲਾਨ ਕਰਦਾ ਹਾਂ ਕਿ ਮੇਰਾ ਲੜਕਾ ਸ਼ੁਸ਼ੀਲ ਕੁਮਾਰ ਜੋ ਕਿ ਮੇਰੇ ਕਹਿਣੇ ਤੋਂ ਬਾਹਰ ਹੈ, ਉਸ ਨੂੰ ਮੈਂ ਆਪਣੀ ਚੱਲ-ਅਚੱਲ ਜਾਇਦਾਦ ਤੋਂ ਬੇਦਖ਼ਲ ਕਰਦਾ ਹਾਂ। ਉਸ ਨਾਲ ਲੈਣ ਦੇਣ ਕਰਨ ਵਾਲਾ ਖੁਦ ਜ਼ਿੰਮੇਵਾਰ ਹੋਵੇਗਾ। 7171	[753, 102, 1120, 199]
name-change-notice: ਮੈਂ ਜੇਵਾਮਿਤ ਸਿੰਘ ਸੀਨ ਪੁੱਤਰ ਅਮਰੀਕ ਸਿੰਘ ਵਾਸੀ 16080, ਸਟਰੀਟ 3, ਨੇਤਾਜੀ ਨਗਰ ਐਲਾਨ ਕਰਦਾ ਹਾਂ।	[566, 688, 745, 765]
uco-notice-title: ਜਨਤਕ ਨੋਟਿਸ	[1287, 173, 1350, 188]
job-ad-position: ਵੀਡੀਓ ਐਡੀਟਰ	[1331, 548, 1503, 581]
disinheritance-notice: ਮੈਂ ਹਰਜਿੰਦਰ ਸਿੰਘ ਪੁੱਤਰ ਭਗਵਾਨ ਸਿੰਘ ਵਾਸੀ ਪਿੰਡ ਕੁਲਾਰਾਂ ਐਲਾਨ ਕਰਦਾ ਹਾਂ।	[753, 1018, 1120, 1054]
name-change-notice: ਮੈਂ ਗੁਰਪ੍ਰੀਤ ਸਿੰਘ ਪੁੱਤਰ ਰਣਜੀਤ ਸਿੰਘ ਵਾਸੀ ਪਿੰਡ ਸਾਹਨੇਵਾਲ ਐਲਾਨ ਕਰਦਾ ਹਾਂ ਕਿ ਮੇਰੇ ਬੇਟੇ ਦੇ ਦਸਤਾਵੇਜ਼ਾਂ ਵਿੱਚ ਮੇਰਾ ਨਾਮ ਸਹੀ ਦਰਜ ਹੈ।	[378, 1166, 558, 1264]
name-change-notice: ਮੈਂ Manjeet ਸਿੰਘ ਪੁੱਤਰ ਤਾਰਾ ਸਿੰਘ ਵਾਸੀ 337 ਵਾਰਡ 6 ਐਲਾਨ ਕਰਦਾ ਹਾਂ ਕਿ ਮੇਰਾ ਨਾਮ Manjit ਸਿੰਘ ਵੀ ਦਰਜ ਹੈ।	[566, 520, 745, 597]
english-name-change-notice: I, BAKHSIS SINGH S/O MAL SINGH R/O H.NO 81 NEAR TARSEM COLONY GAGAN VIHAR ASSIAN LDH 141008 HAVE CHANGED MY NAME BAKHSHISH SINGH. 7171	[566, 1587, 745, 1726]
footer-bar	[0, 2355, 1512, 2407]
masthead-tagline: A Leading Punjabi Daily	[1391, 2, 1503, 13]
column-3	[753, 63, 1120, 2349]
court-notice-title: ਮਾਨਯੋਗ ਅਦਾਲਤ ਸਬ ਡਵੀਜ਼ਨਲ ਮੈਜਿਸਟ੍ਰੇਟ, ਮਾਨਸਾ	[1152, 281, 1294, 313]
name-change-list-english	[566, 1192, 745, 1728]
uco-notice-text: ਮੈਂ ਯੂਕੋ ਬੈਂਕ, ਸ਼ਾਖਾ ਭਵਾਨੀਗੜ੍ਹ ਵਿਖੇ ਖਾਤਾ ਧਾਰਕ ਹਾਂ। ਮੇਰੀ ਐਫ.ਡੀ.ਆਰ. ਗੁੰਮ ਹੋ ਗਈ ਹੈ। ਜੇਕਰ ਕਿਸੇ ਨੂੰ ਇਹ ਮਿਲੇ ਤਾਂ ਬੈਂਕ ਨਾਲ ਸੰਪਰਕ ਕਰੇ। ਨਹੀਂ ਤਾਂ 30 ਦਿਨ ਬਾਅਦ ਡੁਪਲੀਕੇਟ ਜਾਰੀ ਕਰ ਦਿੱਤੀ ਜਾਵੇਗੀ।	[1136, 190, 1502, 238]
disinheritance-notice: ਅਸੀਂ, ਪੂਰਨ ਸਿੰਘ ਪੁੱਤਰ ਕਾਲੂ ਰਾਮ ਅਤੇ ਸੁਨੀਤਾ ਪਤਨੀ ਪੂਰਨ ਸਿੰਘ ਵਾਸੀਆਨ ਡੋਗਰ ਬਸਤੀ ਫਰੀਦਕੋਟ ਐਲਾਨ ਕਰਦੇ ਹਾਂ ਕਿ ਸਾਡਾ ਲੜਕਾ ਗੁਰਪ੍ਰੀਤ ਸਿੰਘ ਸਾਡੇ ਕਹਿਣੇ ਤੋਂ ਬਾਹਰ ਹੈ। 001	[753, 459, 1120, 516]
public-notice: ਮੈਂ ਸੁਖਵਿੰਦਰ ਸਿੰਘ ਪੁੱਤਰ ਮਹਿੰਦਰ ਸਿੰਘ ਵਾਸੀ ਪਿੰਡ ਜਲਾਲਪੁਰ ਐਲਾਨ ਕਰਦਾ ਹਾਂ ਕਿ ਮੇਰੇ ਪਿਤਾ ਦਾ ਨਾਮ Mohinder Singh ਅਤੇ Mohinder Singh ਦੋਵੇਂ ਇੱਕੋ ਹਨ।	[1128, 1101, 1510, 1158]
email-bar[interactable]: E.mail : rozanapehredar@gmail.com	[693, 19, 1127, 50]
uco-bank-banner	[1128, 63, 1510, 134]
english-name-change-notice: I, DALJEET KAUR WIFE OF D.K SHARMA R/O H.NO. 9 BLOCK B, SATJOT NAGAR LUDHIANA have changed my name as DALJIT KAUR. 7171	[566, 1463, 745, 1581]
name-change-notice: ਮੈਂ Charanjit ਕੌਰ ਪਤਨੀ Malkiat Singh ਵਾਸੀ ਪਿੰਡ Pathrehri Jattan ਐਲਾਨ ਕਰਦੀ ਹਾਂ ਕਿ ਮੇਰਾ ਸਹੀ ਨਾਮ ਚਰਨਜੀਤ ਕੌਰ ਹੈ।	[3, 877, 370, 934]
lost-notice	[1324, 275, 1510, 404]
